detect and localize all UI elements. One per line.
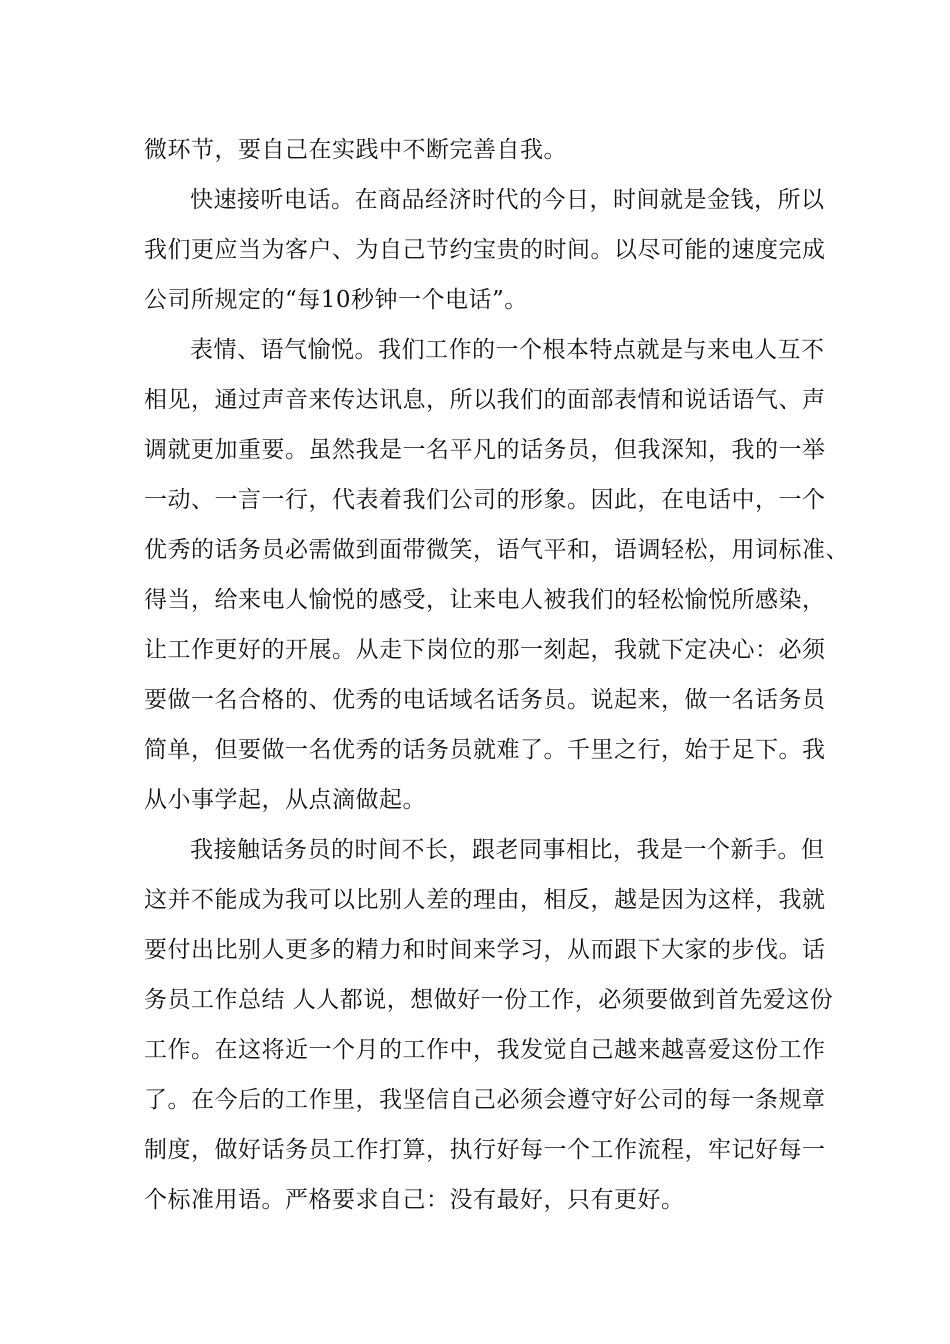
- text-line: 微环节，要自己在实践中不断完善自我。: [144, 137, 567, 163]
- text-line: 优秀的话务员必需做到面带微笑，语气平和，语调轻松，用词标准、: [144, 537, 849, 563]
- text-line: 工作。在这将近一个月的工作中，我发觉自己越来越喜爱这份工作: [144, 1037, 826, 1063]
- text-line: 制度，做好话务员工作打算，执行好每一个工作流程，牢记好每一: [144, 1137, 826, 1163]
- text-line: 务员工作总结 人人都说，想做好一份工作，必须要做到首先爱这份: [144, 987, 834, 1013]
- text-line: 我接触话务员的时间不长，跟老同事相比，我是一个新手。但: [190, 837, 825, 863]
- text-line: 公司所规定的“每10秒钟一个电话”。: [144, 287, 528, 313]
- text-line: 快速接听电话。在商品经济时代的今日，时间就是金钱，所以: [190, 187, 825, 213]
- text-line: 要做一名合格的、优秀的电话域名话务员。说起来，做一名话务员: [144, 687, 826, 713]
- text-line: 一动、一言一行，代表着我们公司的形象。因此，在电话中，一个: [144, 487, 826, 513]
- text-line: 从小事学起，从点滴做起。: [144, 787, 426, 813]
- text-line: 得当，给来电人愉悦的感受，让来电人被我们的轻松愉悦所感染，: [144, 587, 826, 613]
- text-line: 了。在今后的工作里，我坚信自己必须会遵守好公司的每一条规章: [144, 1087, 826, 1113]
- text-line: 简单，但要做一名优秀的话务员就难了。千里之行，始于足下。我: [144, 737, 826, 763]
- text-line: 相见，通过声音来传达讯息，所以我们的面部表情和说话语气、声: [144, 387, 826, 413]
- text-line: 我们更应当为客户、为自己节约宝贵的时间。以尽可能的速度完成: [144, 237, 826, 263]
- text-line: 这并不能成为我可以比别人差的理由，相反，越是因为这样，我就: [144, 887, 826, 913]
- text-line: 调就更加重要。虽然我是一名平凡的话务员，但我深知，我的一举: [144, 437, 826, 463]
- text-line: 个标准用语。严格要求自己：没有最好，只有更好。: [144, 1187, 685, 1213]
- text-line: 表情、语气愉悦。我们工作的一个根本特点就是与来电人互不: [190, 337, 825, 363]
- text-line: 要付出比别人更多的精力和时间来学习，从而跟下大家的步伐。话: [144, 937, 826, 963]
- text-line: 让工作更好的开展。从走下岗位的那一刻起，我就下定决心：必须: [144, 637, 826, 663]
